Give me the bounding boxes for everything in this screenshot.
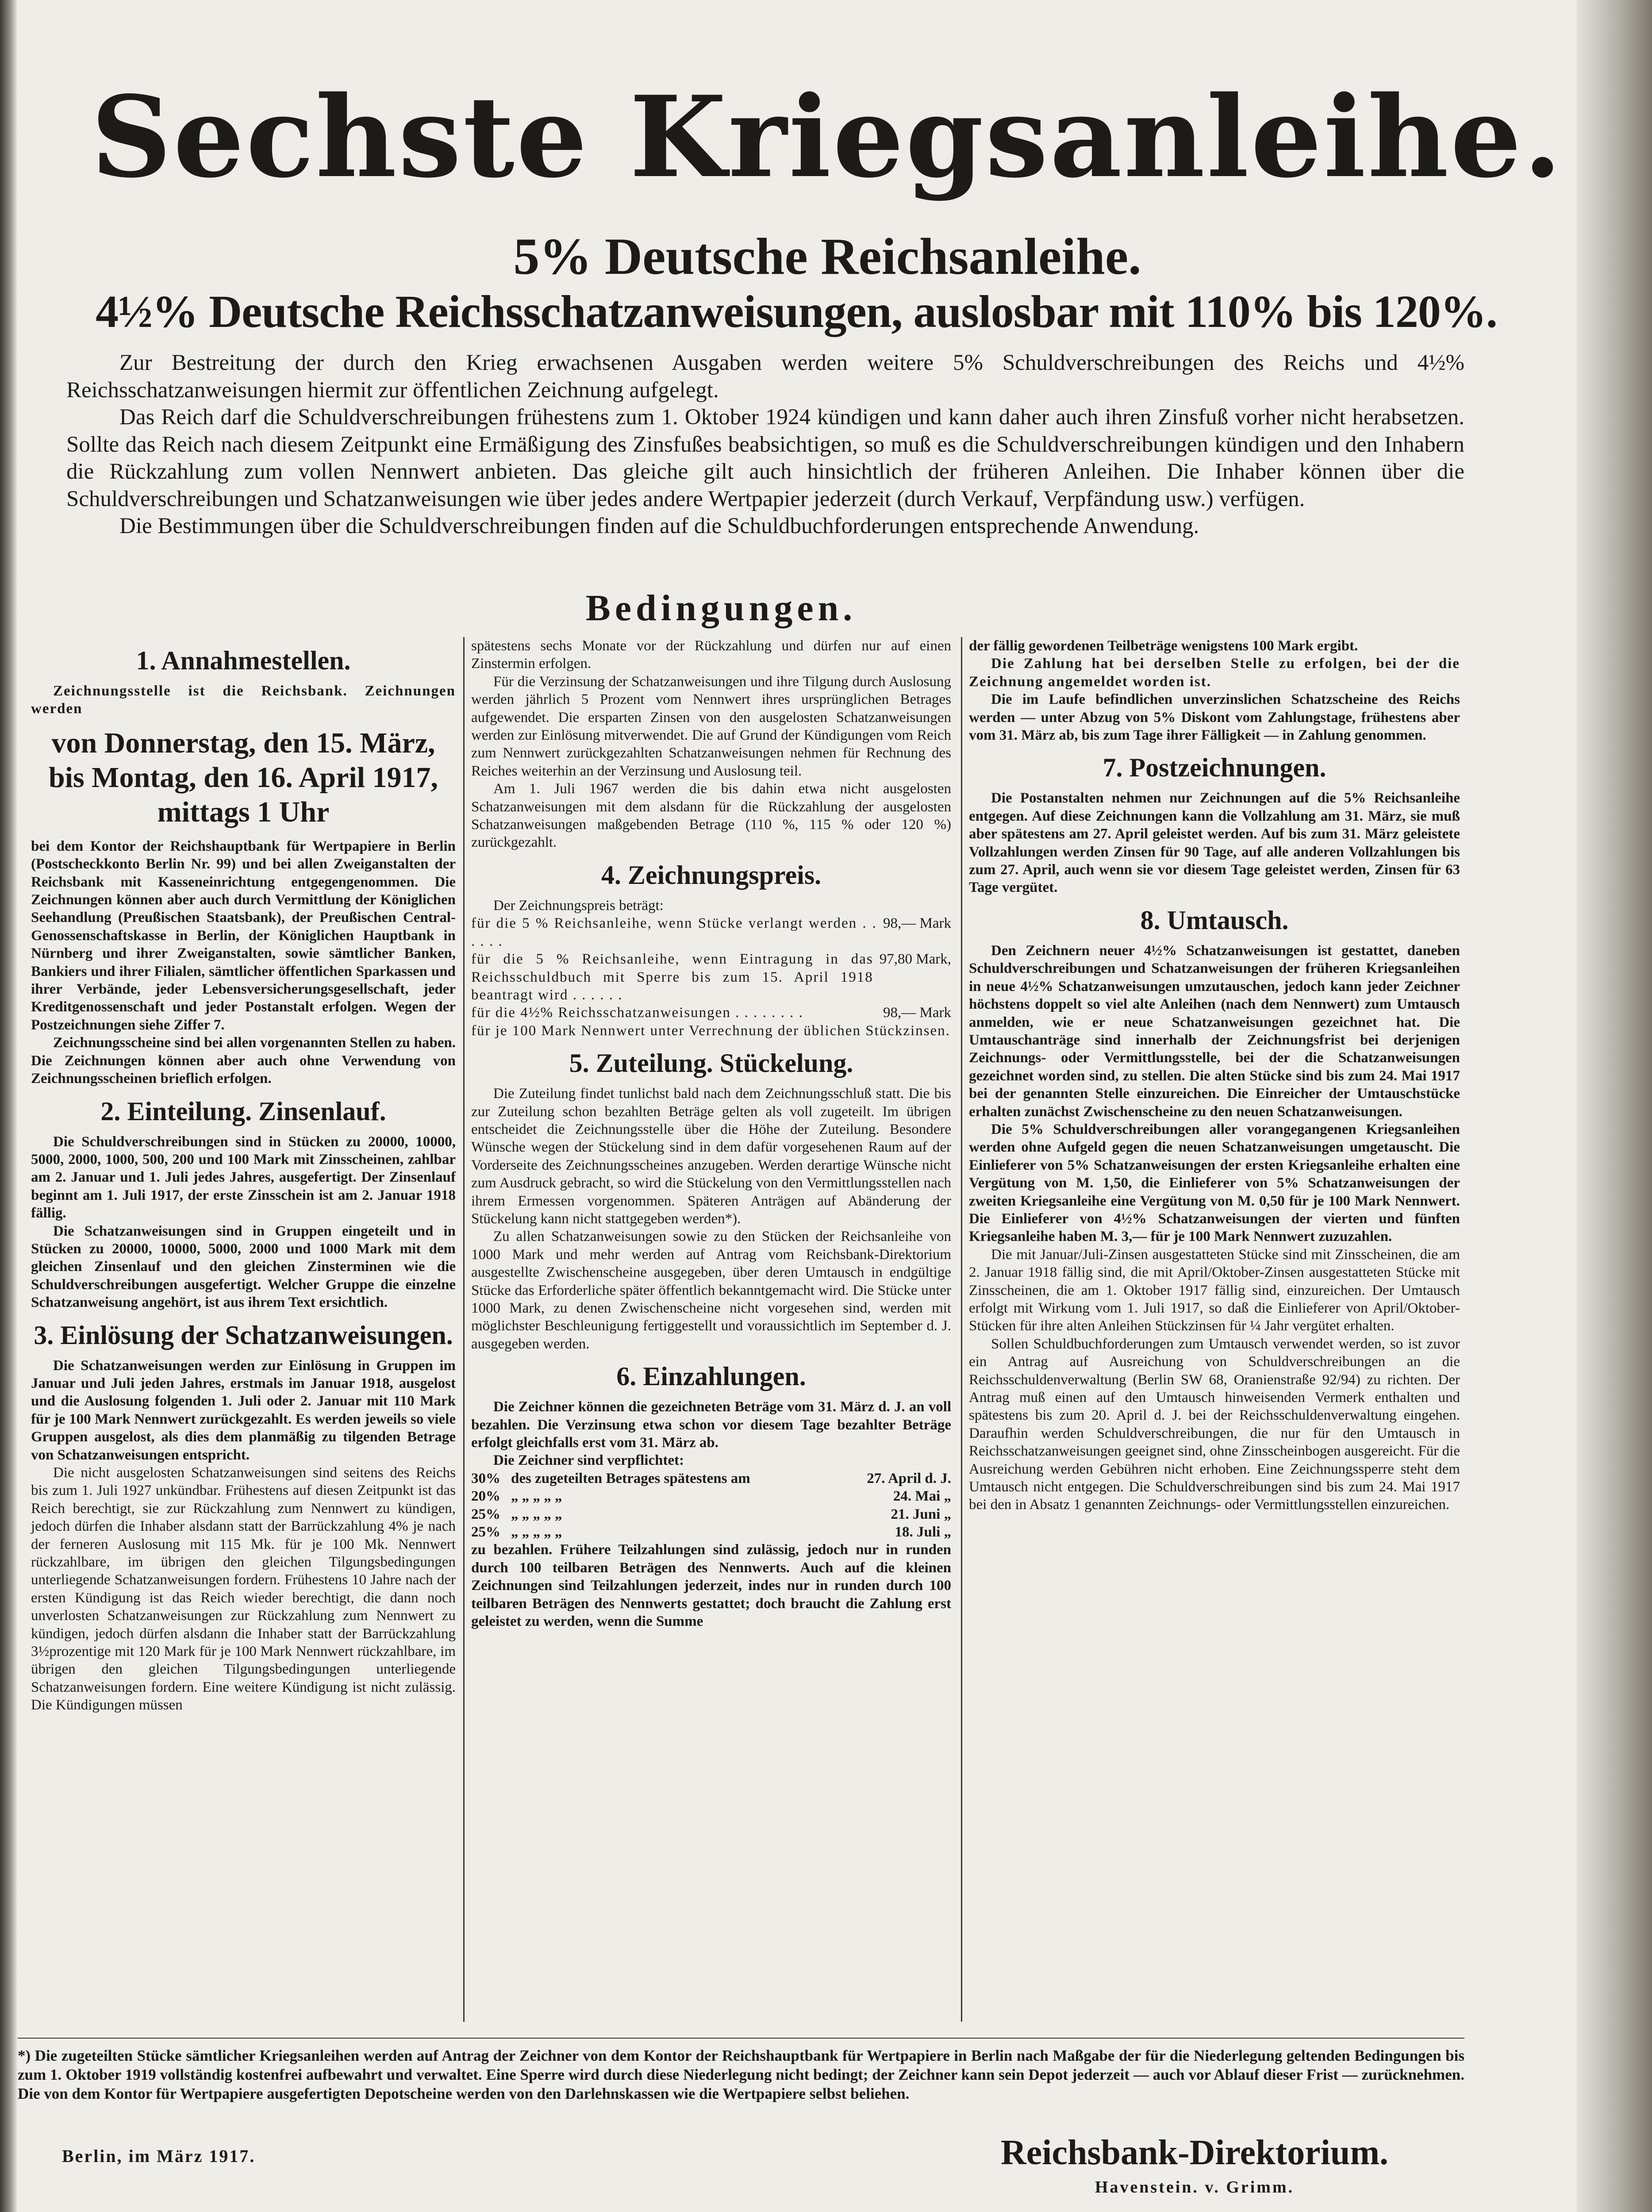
footnote-divider <box>18 2038 1464 2039</box>
section-heading: 6. Einzahlungen. <box>616 1362 806 1391</box>
payment-text: „ „ „ „ „ <box>511 1524 562 1540</box>
column-divider <box>463 637 465 2022</box>
paragraph: Zeichnungsscheine sind bei allen vorgenannten Stellen zu haben. Die Zeichnungen können aber auch ohne Verwendung von Zeichnungsscheinen brieflich erfolgen. <box>31 1035 456 1087</box>
payment-row <box>471 1487 951 1505</box>
paragraph: Sollen Schuldbuchforderungen zum Umtausch verwendet werden, so ist zuvor ein Antrag auf Ausreichung von Schuldverschreibungen an die Reichsschuldenverwaltung (Berlin SW 68, Oranienstraße 92/94) zu richten. Der Antrag muß einen auf den Umtausch hinweisenden Vermerk enthalten und spätestens bis zum 20. April d. J. bei der Reichsschuldenverwaltung eingehen. Daraufhin werden Schuldverschreibungen, die nur für den Umtausch in Reichsschatzanweisungen geeignet sind, ohne Zinsscheinbogen ausgereicht. Für die Ausreichung werden Gebühren nicht erhoben. Eine Zeichnungssperre steht dem Umtausch nicht entgegen. Die Schuldverschreibungen sind bis zum 24. Mai 1917 bei den in Absatz 1 genannten Zeichnungs- oder Vermittlungsstellen einzureichen. <box>969 1336 1460 1513</box>
subscription-dates: von Donnerstag, den 15. März, bis Montag, den 16. April 1917, mittags 1 Uhr <box>48 726 438 828</box>
payment-row <box>471 1505 951 1523</box>
column-divider <box>961 637 962 2022</box>
intro-paragraph: Die Bestimmungen über die Schuldverschreibungen finden auf die Schuldbuchforderungen entsprechende Anwendung. <box>119 514 1199 538</box>
column-2 <box>471 637 951 1631</box>
column-3 <box>969 637 1460 1514</box>
payment-percent: 25% <box>471 1524 500 1540</box>
section-heading: 1. Annahmestellen. <box>136 646 351 675</box>
paragraph: bei dem Kontor der Reichshauptbank für Wertpapiere in Berlin (Postscheckkonto Berlin Nr. 99) und bei allen Zweiganstalten der Reichsbank mit Kasseneinrichtung entgegengenommen. Die Zeichnungen können aber auch durch Vermittlung der Königlichen Seehandlung (Preußischen Staatsbank), der Preußischen Central-Genossenschaftskasse in Berlin, der Königlichen Hauptbank in Nürnberg und ihrer Zweiganstalten, sowie sämtlicher Banken, Bankiers und ihrer Filialen, sämtlicher öffentlichen Sparkassen und ihrer Verbände, jeder Lebensversicherungsgesellschaft, jeder Kreditgenossenschaft und jeder Postanstalt erfolgen. Wegen der Postzeichnungen siehe Ziffer 7. <box>31 838 456 1033</box>
paragraph: Die Schatzanweisungen sind in Gruppen eingeteilt und in Stücken zu 20000, 10000, 5000, 2000 und 1000 Mark mit dem gleichen Zinsenlauf und den gleichen Zinsterminen wie die Schuldverschreibungen ausgefertigt. Welcher Gruppe die einzelne Schatzanweisung angehört, ist aus ihrem Text ersichtlich. <box>31 1223 456 1311</box>
price-label: für die 5 % Reichsanleihe, wenn Stücke verlangt werden . . . . . . <box>471 915 877 949</box>
payment-date: 24. Mai „ <box>893 1488 951 1505</box>
paragraph: der fällig gewordenen Teilbeträge wenigstens 100 Mark ergibt. <box>969 638 1358 654</box>
conditions-heading: Bedingungen. <box>585 588 857 629</box>
paragraph: Die mit Januar/Juli-Zinsen ausgestatteten Stücke sind mit Zinsscheinen, die am 2. Januar 1918 fällig sind, die mit April/Oktober-Zinsen ausgestatteten Stücke mit Zinsscheinen, die am 1. Oktober 1917 fällig sind, einzureichen. Der Umtausch erfolgt mit Wirkung vom 1. Juli 1917, so daß die Einlieferer von April/Oktober-Stücken für ihre alten Anleihen Stückzinsen für ¼ Jahr vergütet erhalten. <box>969 1246 1460 1334</box>
section-heading: 8. Umtausch. <box>1140 905 1289 935</box>
intro-paragraph: Zur Bestreitung der durch den Krieg erwachsenen Ausgaben werden weitere 5% Schuldverschreibungen des Reichs und 4½% Reichsschatzanweisungen hiermit zur öffentlichen Zeichnung aufgelegt. <box>66 350 1464 403</box>
price-label: für die 5 % Reichsanleihe, wenn Eintragung in das Reichsschuldbuch mit Sperre bis zum 15. April 1918 beantragt wird . . . . . . <box>471 951 873 1003</box>
paragraph: Der Zeichnungspreis beträgt: <box>493 897 664 914</box>
paragraph: Die Schuldverschreibungen sind in Stücken zu 20000, 10000, 5000, 2000, 1000, 500, 200 und 100 Mark mit Zinsscheinen, zahlbar am 2. Januar und 1. Juli jedes Jahres, ausgefertigt. Der Zinsenlauf beginnt am 1. Juli 1917, der erste Zinsschein ist am 2. Januar 1918 fällig. <box>31 1133 456 1221</box>
payment-text: des zugeteilten Betrages spätestens am <box>511 1470 750 1486</box>
payment-row <box>471 1523 951 1541</box>
payment-text: „ „ „ „ „ <box>511 1506 562 1522</box>
price-row <box>471 1004 951 1022</box>
price-row <box>471 914 951 950</box>
price-value: 98,— Mark <box>883 915 951 932</box>
section-heading: 5. Zuteilung. Stückelung. <box>569 1048 853 1078</box>
paragraph: Die im Laufe befindlichen unverzinslichen Schatzscheine des Reichs werden — unter Abzug von 5% Diskont vom Zahlungstage, frühestens aber vom 31. März ab, bis zum Tage ihrer Fälligkeit — in Zahlung genommen. <box>969 691 1460 744</box>
payment-date: 18. Juli „ <box>895 1524 951 1540</box>
section-heading: 7. Postzeichnungen. <box>1103 753 1326 783</box>
paragraph: Die nicht ausgelosten Schatzanweisungen sind seitens des Reichs bis zum 1. Juli 1927 unkündbar. Frühestens auf diesen Zeitpunkt ist das Reich berechtigt, sie zur Rückzahlung zum Nennwert zu kündigen, jedoch dürfen die Inhaber alsdann statt der Barrückzahlung 4% je nach der ferneren Auslosung mit 115 Mk. für je 100 Mk. Nennwert rückzahlbare, im übrigen den gleichen Tilgungsbedingungen unterliegende Schatzanweisungen fordern. Frühestens 10 Jahre nach der ersten Kündigung ist das Reich wieder berechtigt, die dann noch unverlosten Schatzanweisungen zur Rückzahlung zum Nennwert zu kündigen, jedoch dürfen alsdann die Inhaber statt der Barrückzahlung 3½prozentige mit 120 Mark für je 100 Mark Nennwert rückzahlbare, im übrigen den gleichen Tilgungsbedingungen unterliegende Schatzanweisungen fordern. Eine weitere Kündigung ist nicht zulässig. Die Kündigungen müssen <box>31 1465 456 1713</box>
payment-percent: 20% <box>471 1488 500 1505</box>
paragraph: Für die Verzinsung der Schatzanweisungen und ihre Tilgung durch Auslosung werden jährlich 5 Prozent vom Nennwert ihres ursprünglichen Betrages aufgewendet. Die ersparten Zinsen von den ausgelosten Schatzanweisungen werden zur Einlösung mitverwendet. Die auf Grund der Kündigungen vom Reich zum Nennwert zurückgezahlten Schatzanweisungen nehmen für Rechnung des Reiches weiterhin an der Verzinsung und Auslosung teil. <box>471 673 951 779</box>
section-heading: 2. Einteilung. Zinsenlauf. <box>100 1096 386 1126</box>
paragraph: spätestens sechs Monate vor der Rückzahlung und dürfen nur auf einen Zinstermin erfolgen. <box>471 638 951 672</box>
intro-section <box>66 349 1464 540</box>
payment-percent: 25% <box>471 1506 500 1522</box>
payment-date: 21. Juni „ <box>891 1506 951 1522</box>
paragraph: Die Zeichner sind verpflichtet: <box>493 1452 684 1469</box>
subtitle-schatzanweisungen: 4½% Deutsche Reichsschatzanweisungen, auslosbar mit 110% bis 120%. <box>96 286 1497 337</box>
paragraph: Die Zeichner können die gezeichneten Beträge vom 31. März d. J. an voll bezahlen. Die Verzinsung etwa schon vor diesem Tage bezahlter Beträge erfolgt gleichfalls erst vom 31. März ab. <box>471 1399 951 1451</box>
price-value: 97,80 Mark, <box>879 951 951 968</box>
payment-text: „ „ „ „ „ <box>511 1488 562 1505</box>
page-title: Sechste Kriegsanleihe. <box>91 72 1564 203</box>
paragraph: Die Zuteilung findet tunlichst bald nach dem Zeichnungsschluß statt. Die bis zur Zuteilung schon bezahlten Beträge gelten als voll zugeteilt. Im übrigen entscheidet die Zeichnungsstelle über die Höhe der Zuteilung. Besondere Wünsche wegen der Stückelung sind in dem dafür vorgesehenen Raum auf der Vorderseite des Zeichnungsscheines anzugeben. Werden derartige Wünsche nicht zum Ausdruck gebracht, so wird die Stückelung von den Vermittlungsstellen nach ihrem Ermessen vorgenommen. Späteren Anträgen auf Abänderung der Stückelung kann nicht stattgegeben werden*). <box>471 1086 951 1227</box>
payment-date: 27. April d. J. <box>867 1470 951 1486</box>
paragraph: Am 1. Juli 1967 werden die bis dahin etwa nicht ausgelosten Schatzanweisungen mit dem alsdann für die Rückzahlung der ausgelosten Schatzanweisungen maßgebenden Betrage (110 %, 115 % oder 120 %) zurückgezahlt. <box>471 781 951 851</box>
paragraph: zu bezahlen. Frühere Teilzahlungen sind zulässig, jedoch nur in runden durch 100 teilbaren Beträgen des Nennwerts. Auch auf die kleinen Zeichnungen sind Teilzahlungen jederzeit, indes nur in runden durch 100 teilbaren Beträgen des Nennwerts gestattet; doch braucht die Zahlung erst geleistet zu werden, wenn die Summe <box>471 1542 951 1630</box>
place-date: Berlin, im März 1917. <box>62 2146 256 2166</box>
section-heading: 3. Einlösung der Schatzanweisungen. <box>34 1320 453 1350</box>
payment-row <box>471 1470 951 1487</box>
payment-percent: 30% <box>471 1470 500 1486</box>
section-heading: 4. Zeichnungspreis. <box>601 860 822 890</box>
price-row <box>471 950 951 1004</box>
column-1 <box>31 637 456 1714</box>
footnote: *) Die zugeteilten Stücke sämtlicher Kriegsanleihen werden auf Antrag der Zeichner von dem Kontor der Reichshauptbank für Wertpapiere in Berlin nach Maßgabe der für die Niederlegung geltenden Bedingungen bis zum 1. Oktober 1919 vollständig kostenfrei aufbewahrt und verwaltet. Eine Sperre wird durch diese Niederlegung nicht bedingt; der Zeichner kann sein Depot jederzeit — auch vor Ablauf dieser Frist — zurücknehmen. Die von dem Kontor für Wertpapiere ausgefertigten Depotscheine werden von den Darlehnskassen wie die Wertpapiere selbst beliehen. <box>18 2047 1464 2102</box>
signature-names: Havenstein. v. Grimm. <box>1095 2178 1295 2197</box>
signature-organization: Reichsbank-Direktorium. <box>1000 2133 1389 2172</box>
paragraph: Die Schatzanweisungen werden zur Einlösung in Gruppen im Januar und Juli jeden Jahres, erstmals im Januar 1918, ausgelost und die Auslosung folgenden 1. Juli oder 2. Januar mit 110 Mark für je 100 Mark Nennwert zurückgezahlt. Es werden jeweils so viele Gruppen ausgelost, als dies dem planmäßig zu tilgenden Betrage von Schatzanweisungen entspricht. <box>31 1357 456 1463</box>
intro-paragraph: Das Reich darf die Schuldverschreibungen frühestens zum 1. Oktober 1924 kündigen und kann daher auch ihren Zinsfuß vorher nicht herabsetzen. Sollte das Reich nach diesem Zeitpunkt eine Ermäßigung des Zinsfußes beabsichtigen, so muß es die Schuldverschreibungen kündigen und den Inhabern die Rückzahlung zum vollen Nennwert anbieten. Das gleiche gilt auch hinsichtlich der früheren Anleihen. Die Inhaber können über die Schuldverschreibungen und Schatzanweisungen wie über jedes andere Wertpapier jederzeit (durch Verkauf, Verpfändung usw.) verfügen. <box>66 405 1464 511</box>
paragraph: Zu allen Schatzanweisungen sowie zu den Stücken der Reichsanleihe von 1000 Mark und mehr werden auf Antrag vom Reichsbank-Direktorium ausgestellte Zwischenscheine ausgegeben, über deren Umtausch in endgültige Stücke das Erforderliche später öffentlich bekanntgemacht wird. Die Stücke unter 1000 Mark, zu denen Zwischenscheine nicht vorgesehen sind, werden mit möglichster Beschleunigung fertiggestellt und voraussichtlich im September d. J. ausgegeben werden. <box>471 1229 951 1352</box>
paragraph: Den Zeichnern neuer 4½% Schatzanweisungen ist gestattet, daneben Schuldverschreibungen und Schatzanweisungen der früheren Kriegsanleihen in neue 4½% Schatzanweisungen umzutauschen, jedoch kann jeder Zeichner höchstens doppelt so viel alte Anleihen (nach dem Nennwert) zum Umtausch anmelden, wie er neue Schatzanweisungen gezeichnet hat. Die Umtauschanträge sind innerhalb der Zeichnungsfrist bei derjenigen Zeichnungs- oder Vermittlungsstelle, bei der die Schatzanweisungen gezeichnet worden sind, zu stellen. Die alten Stücke sind bis zum 24. Mai 1917 bei der genannten Stelle einzureichen. Die Einreicher der Umtauschstücke erhalten zunächst Zwischenscheine zu den neuen Schatzanweisungen. <box>969 942 1460 1120</box>
price-label: für die 4½% Reichsschatzanweisungen . . . . . . . . <box>471 1005 803 1021</box>
price-value: 98,— Mark <box>883 1005 951 1021</box>
subtitle-reichsanleihe: 5% Deutsche Reichsanleihe. <box>513 227 1141 285</box>
paragraph: Die 5% Schuldverschreibungen aller vorangegangenen Kriegsanleihen werden ohne Aufgeld gegen die neuen Schatzanweisungen umgetauscht. Die Einlieferer von 5% Schatzanweisungen der ersten Kriegsanleihe erhalten eine Vergütung von M. 1,50, die Einlieferer von 5% Schatzanweisungen der zweiten Kriegsanleihe eine Vergütung von M. 0,50 für je 100 Mark Nennwert. Die Einlieferer von 4½% Schatzanweisungen der vierten und fünften Kriegsanleihe haben M. 3,— für je 100 Mark Nennwert zuzuzahlen. <box>969 1121 1460 1245</box>
paragraph: Die Zahlung hat bei derselben Stelle zu erfolgen, bei der die Zeichnung angemeldet worden ist. <box>969 656 1460 690</box>
paragraph: Zeichnungsstelle ist die Reichsbank. Zeichnungen werden <box>31 683 456 717</box>
paragraph: Die Postanstalten nehmen nur Zeichnungen auf die 5% Reichsanleihe entgegen. Auf diese Zeichnungen kann die Vollzahlung am 31. März, sie muß aber spätestens am 27. April geleistet werden. Auf bis zum 31. März geleistete Vollzahlungen werden Zinsen für 90 Tage, auf alle anderen Vollzahlungen bis zum 27. April, auch wenn sie vor diesem Tage geleistet werden, Zinsen für 63 Tage vergütet. <box>969 790 1460 896</box>
paragraph: für je 100 Mark Nennwert unter Verrechnung der üblichen Stückzinsen. <box>471 1022 950 1039</box>
